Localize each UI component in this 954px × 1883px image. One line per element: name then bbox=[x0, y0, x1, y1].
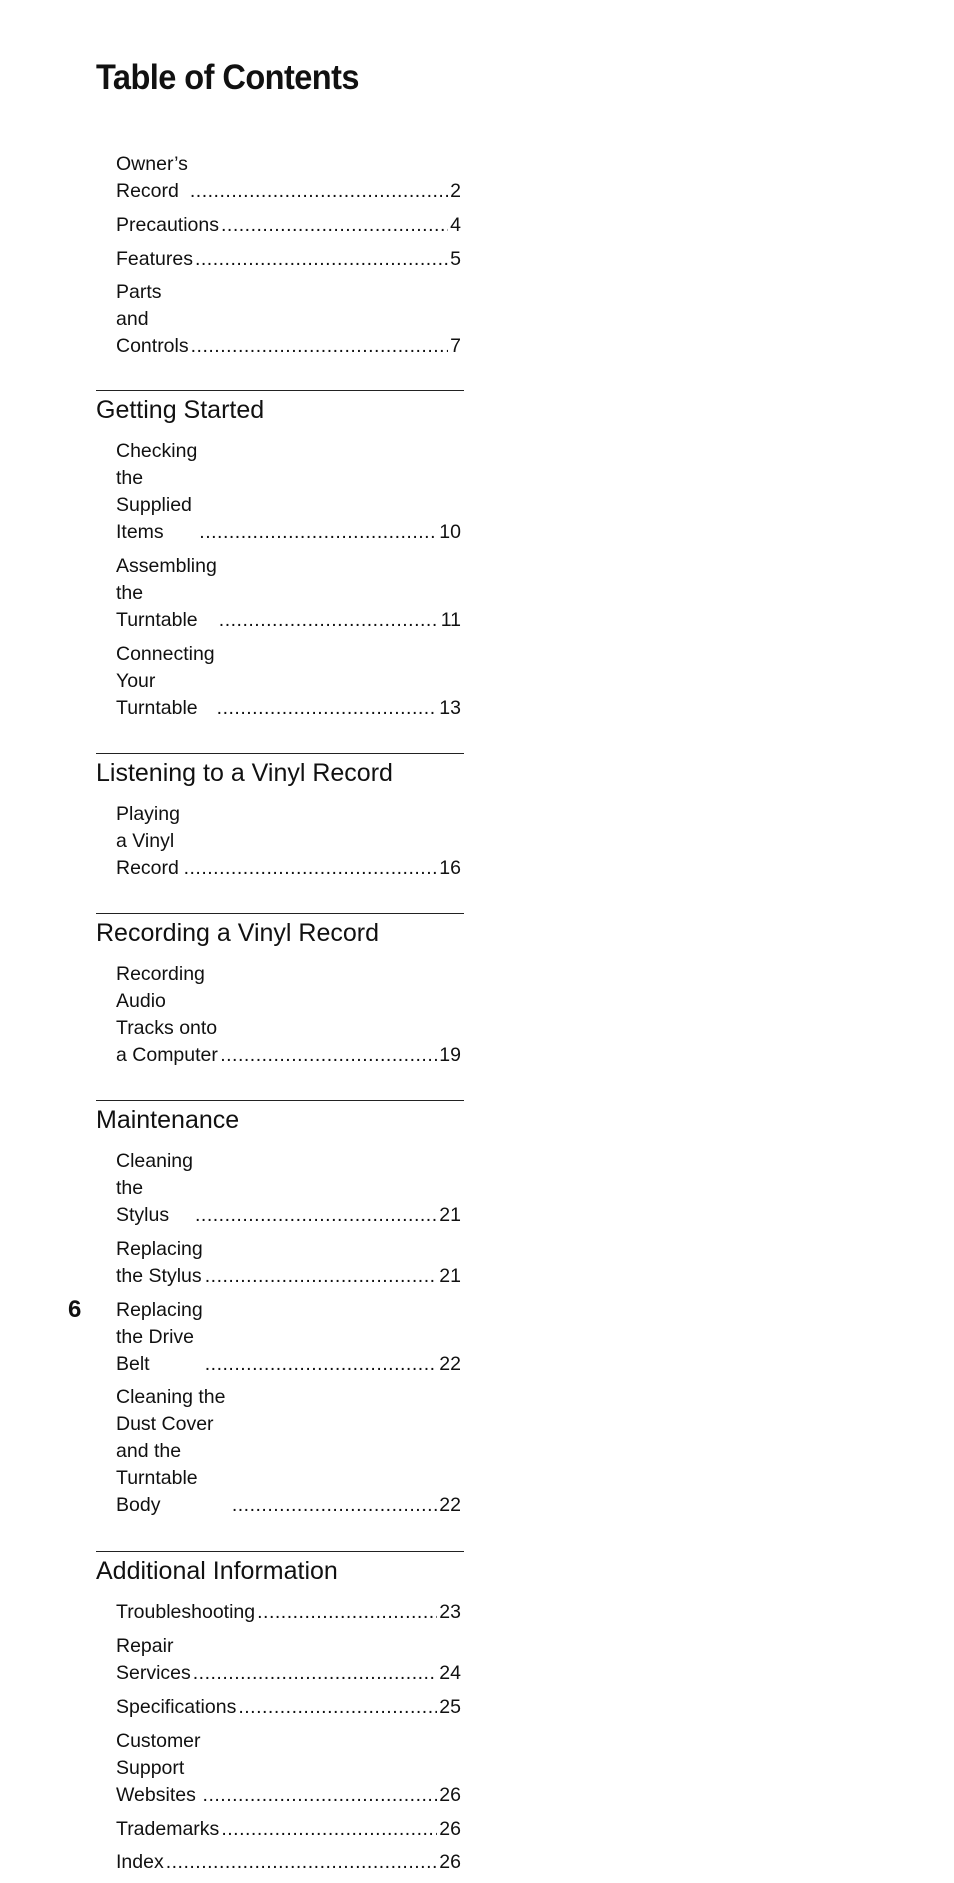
toc-entry-page: 16 bbox=[439, 856, 461, 879]
table-of-contents bbox=[96, 151, 464, 1883]
toc-entry-page: 24 bbox=[439, 1662, 461, 1685]
toc-intro-group bbox=[96, 151, 464, 360]
dot-leader bbox=[205, 1263, 438, 1290]
toc-entry-title: Owner’s Record bbox=[116, 153, 188, 202]
toc-entry[interactable] bbox=[116, 151, 461, 205]
toc-entry-title: Precautions bbox=[116, 213, 219, 236]
toc-entry-page: 25 bbox=[439, 1695, 461, 1718]
toc-entry[interactable] bbox=[116, 1633, 461, 1687]
section-heading[interactable]: Additional Information bbox=[96, 1557, 338, 1586]
toc-entry-page: 2 bbox=[450, 180, 461, 202]
toc-entry[interactable] bbox=[116, 212, 461, 239]
toc-entry-title: Customer Support Websites bbox=[116, 1729, 201, 1806]
section-heading[interactable]: Listening to a Vinyl Record bbox=[96, 758, 393, 787]
dot-leader bbox=[220, 1042, 437, 1069]
toc-entry-page: 21 bbox=[439, 1264, 461, 1287]
toc-entry-title: Troubleshooting bbox=[116, 1601, 256, 1624]
toc-entry-title: Assembling the Turntable bbox=[116, 555, 217, 632]
toc-entry[interactable] bbox=[116, 961, 461, 1069]
dot-leader bbox=[257, 1599, 437, 1626]
toc-entry-title: Parts and Controls bbox=[116, 281, 189, 358]
toc-entry[interactable] bbox=[116, 801, 461, 882]
dot-leader bbox=[219, 607, 439, 634]
toc-entry[interactable] bbox=[116, 1728, 461, 1809]
toc-entry[interactable] bbox=[116, 553, 461, 634]
toc-entry-page: 19 bbox=[439, 1043, 461, 1066]
toc-entry-page: 21 bbox=[439, 1203, 461, 1226]
dot-leader bbox=[190, 178, 448, 205]
toc-entry-title: Checking the Supplied Items bbox=[116, 440, 198, 544]
toc-entry-page: 26 bbox=[439, 1851, 461, 1874]
dot-leader bbox=[221, 1816, 437, 1843]
dot-leader bbox=[184, 855, 438, 882]
toc-entry[interactable] bbox=[116, 279, 461, 360]
toc-entry-title: Replacing the Stylus bbox=[116, 1237, 203, 1287]
toc-entry[interactable] bbox=[116, 1816, 461, 1843]
toc-entry-title: Replacing the Drive Belt bbox=[116, 1298, 203, 1375]
section-heading[interactable]: Maintenance bbox=[96, 1105, 240, 1134]
toc-entry-title: Trademarks bbox=[116, 1817, 220, 1840]
toc-entry-page: 11 bbox=[440, 609, 461, 632]
dot-leader bbox=[217, 695, 438, 722]
toc-entry-page: 26 bbox=[439, 1783, 461, 1806]
toc-entry-page: 4 bbox=[450, 213, 461, 236]
dot-leader bbox=[166, 1849, 438, 1876]
toc-entry-page: 13 bbox=[439, 696, 461, 719]
section-heading[interactable]: Getting Started bbox=[96, 396, 265, 425]
page-number: 6 bbox=[68, 1296, 82, 1323]
section-heading[interactable]: Recording a Vinyl Record bbox=[96, 918, 380, 947]
toc-entry-page: 5 bbox=[450, 247, 461, 270]
dot-leader bbox=[191, 333, 449, 360]
toc-entry[interactable] bbox=[116, 1297, 461, 1378]
toc-section bbox=[96, 390, 464, 722]
dot-leader bbox=[221, 212, 448, 239]
toc-entry-title: Cleaning the Dust Cover and the Turntable Body bbox=[116, 1386, 226, 1517]
toc-section bbox=[96, 1551, 464, 1876]
toc-entry-page: 23 bbox=[439, 1601, 461, 1624]
toc-entry[interactable] bbox=[116, 438, 461, 546]
toc-entry[interactable] bbox=[116, 1694, 461, 1721]
toc-entry[interactable] bbox=[116, 1599, 461, 1626]
toc-entry-title: Recording Audio Tracks onto a Computer bbox=[116, 962, 218, 1066]
toc-entry-title: Cleaning the Stylus bbox=[116, 1149, 193, 1226]
dot-leader bbox=[195, 246, 448, 273]
toc-entry[interactable] bbox=[116, 1384, 461, 1519]
toc-entry[interactable] bbox=[116, 1236, 461, 1290]
dot-leader bbox=[195, 1202, 437, 1229]
toc-entry-page: 22 bbox=[439, 1494, 461, 1517]
toc-sections-group bbox=[96, 390, 464, 1876]
toc-section bbox=[96, 753, 464, 882]
toc-entry-page: 7 bbox=[450, 335, 461, 358]
toc-entry[interactable] bbox=[116, 1148, 461, 1229]
toc-entry[interactable] bbox=[116, 246, 461, 273]
toc-entry-page: 10 bbox=[439, 521, 461, 544]
toc-entry[interactable] bbox=[116, 641, 461, 722]
toc-entry-title: Connecting Your Turntable bbox=[116, 642, 215, 719]
toc-entry-title: Features bbox=[116, 247, 193, 270]
dot-leader bbox=[232, 1492, 437, 1519]
toc-entry[interactable] bbox=[116, 1849, 461, 1876]
dot-leader bbox=[203, 1782, 438, 1809]
dot-leader bbox=[205, 1351, 438, 1378]
toc-entry-title: Playing a Vinyl Record bbox=[116, 802, 180, 879]
toc-entry-page: 22 bbox=[439, 1352, 461, 1375]
toc-entry-title: Index bbox=[116, 1851, 164, 1874]
dot-leader bbox=[199, 519, 437, 546]
toc-entry-title: Specifications bbox=[116, 1695, 237, 1718]
page-title: Table of Contents bbox=[96, 58, 359, 97]
toc-section bbox=[96, 1100, 464, 1519]
toc-entry-title: Repair Services bbox=[116, 1635, 191, 1685]
toc-entry-page: 26 bbox=[439, 1817, 461, 1840]
dot-leader bbox=[193, 1660, 438, 1687]
dot-leader bbox=[238, 1694, 437, 1721]
toc-section bbox=[96, 913, 464, 1069]
